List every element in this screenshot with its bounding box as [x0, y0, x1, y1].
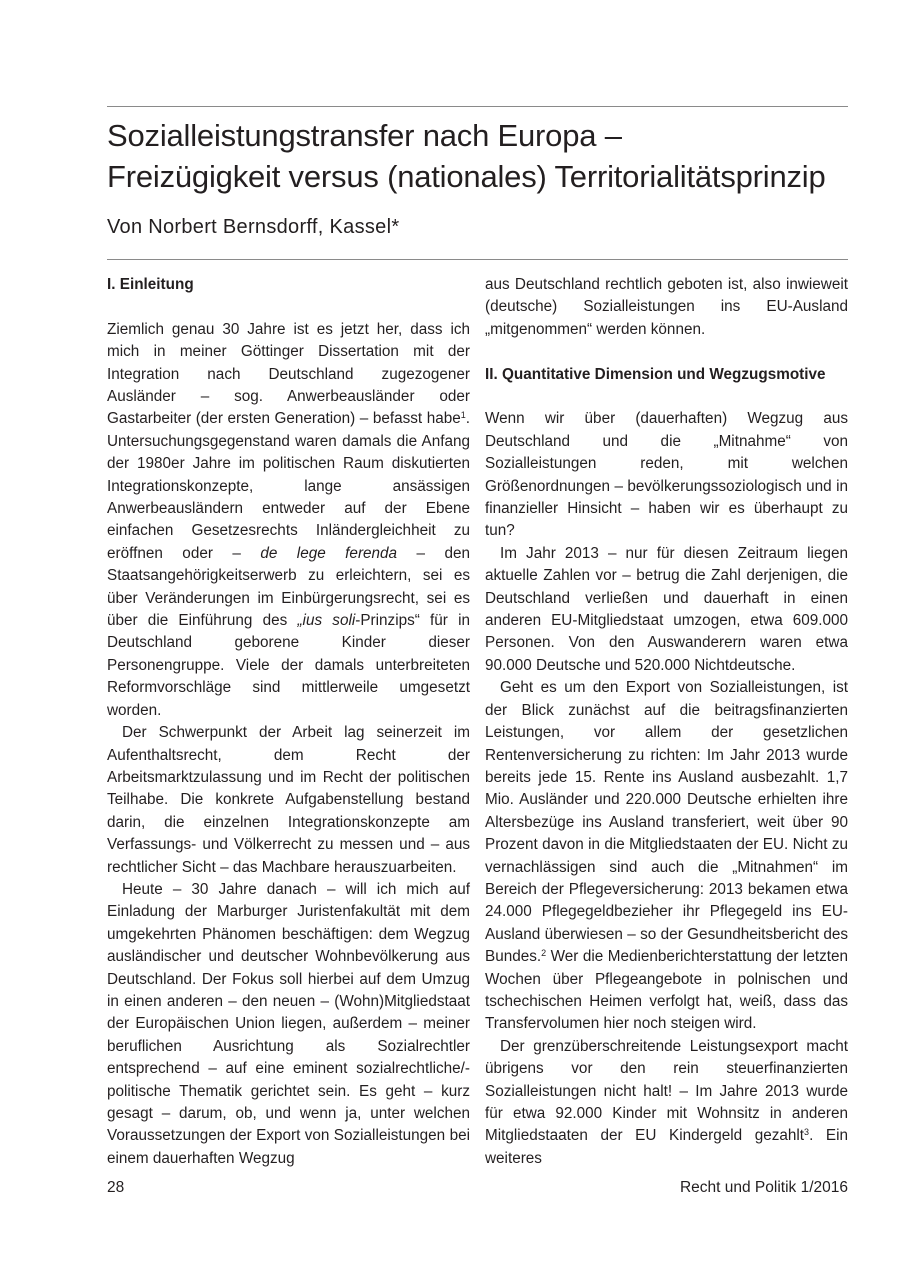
journal-reference: Recht und Politik 1/2016 [679, 1179, 848, 1196]
section-heading-quantitative: II. Quantitative Dimension und Wegzugsmotive [485, 365, 826, 383]
paragraph-4: aus Deutschland rechtlich geboten ist, also inwieweit (deutsche) Sozialleistungen ins EU-Ausland „mitgenommen“ werden können. [485, 276, 848, 338]
footnote-ref-2[interactable]: 2 [541, 948, 547, 959]
paragraph-1: Ziemlich genau 30 Jahre ist es jetzt her, dass ich mich in meiner Göttinger Dissertation mit der Integration nach Deutschland zugezogener Ausländer – sog. Anwerbeausländer oder Gastarbeiter (der ersten Generation) – befasst habe$^1$. Untersuchungsgegenstand waren damals die Anfang der 1980er Jahre im politischen Raum diskutierten Integrationskonzepte, lange ansässigen Anwerbeausländern entweder auf der Ebene einfachen Gesetzesrechts Inländergleichheit zu eröffnen oder – de lege ferenda – den Staatsangehörigkeitserwerb zu erleichtern, sei es über Veränderungen im Einbürgerungsrecht, sei es über die Einführung des „ius soli-Prinzips“ für in Deutschland geborene Kinder dieser Personengruppe. Viele der damals unterbreiteten Reformvorschläge sind mittlerweile umgesetzt worden. [107, 320, 470, 719]
paragraph-8: Der grenzüberschreitende Leistungsexport macht übrigens vor den rein steuerfinanzierten Sozialleistungen nicht halt! – Im Jahre 2013 wurde für etwa 92.000 Kinder mit Wohnsitz in anderen Mitgliedstaaten der EU Kindergeld gezahlt$^3$. Ein weiteres [485, 1037, 849, 1167]
footnote-ref-1[interactable]: 1 [460, 410, 466, 421]
paragraph-7: Geht es um den Export von Sozialleistungen, ist der Blick zunächst auf die beitragsfinanzierten Leistungen, vor allem der gesetzlichen Rentenversicherung zu richten: Im Jahr 2013 wurde bereits jede 15. Rente ins Ausland ausbezahlt. 1,7 Mio. Ausländer und 220.000 Deutsche erhielten ihre Altersbezüge ins Ausland transferiert, weit über 90 Prozent davon in die Mitgliedstaaten der EU. Nicht zu vernachlässigen sind auch die „Mitnahmen“ im Bereich der Pflegeversicherung: 2013 bekamen etwa 24.000 Pflegegeldbezieher ihr Pflegegeld ins EU-Ausland überwiesen – so der Gesundheitsbericht des Bundes.$^2$ Wer die Medienberichterstattung der letzten Wochen über Pflegeangebote in polnischen und tschechischen Heimen verfolgt hat, weiß, dass das Transfervolumen hier noch steigen wird. [485, 679, 848, 1033]
paragraph-3: Heute – 30 Jahre danach – will ich mich auf Einladung der Marburger Juristenfakultät mit dem umgekehrten Phänomen beschäftigen: dem Wegzug ausländischer und deutscher Wohnbevölkerung aus Deutschland. Der Fokus soll hierbei auf dem Umzug in einen anderen – den neuen – (Wohn)Mitgliedstaat der Europäischen Union liegen, außerdem – meiner beruflichen Ausrichtung als Sozialrechtler entsprechend – auf eine eminent sozialrechtliche/-politische Thematik gerichtet sein. Es geht – kurz gesagt – darum, ob, und wenn ja, unter welchen Voraussetzungen der Export von Sozialleistungen bei einem dauerhaften Wegzug [107, 880, 470, 1167]
page-number: 28 [107, 1179, 125, 1196]
paragraph-6: Im Jahr 2013 – nur für diesen Zeitraum liegen aktuelle Zahlen vor – betrug die Zahl derjenigen, die Deutschland verließen und dauerhaft in einen anderen EU-Mitgliedstaat umzogen, etwa 609.000 Personen. Von den Auswanderern waren etwa 90.000 Deutsche und 520.000 Nichtdeutsche. [485, 544, 848, 674]
article-title [107, 115, 867, 197]
header-rule [107, 259, 848, 260]
byline: Von Norbert Bernsdorff, Kassel* [107, 216, 400, 238]
section-heading-einleitung: I. Einleitung [107, 276, 194, 293]
title-line-1: Sozialleistungstransfer nach Europa – [107, 118, 622, 153]
paragraph-5: Wenn wir über (dauerhaften) Wegzug aus Deutschland und die „Mitnahme“ von Sozialleistungen reden, mit welchen Größenordnungen – bevölkerungssoziologisch und in finanzieller Hinsicht – haben wir es überhaupt zu tun? [485, 410, 848, 540]
footnote-ref-3[interactable]: 3 [804, 1127, 810, 1138]
title-line-2: Freizügigkeit versus (nationales) Territorialitätsprinzip [107, 159, 826, 194]
top-rule [107, 106, 848, 107]
right-column [485, 274, 848, 1170]
left-column [107, 274, 470, 1170]
paragraph-2: Der Schwerpunkt der Arbeit lag seinerzeit im Aufenthaltsrecht, dem Recht der Arbeitsmarktzulassung und im Recht der politischen Teilhabe. Die konkrete Aufgabenstellung bestand darin, die einzelnen Integrationskonzepte am Verfassungs- und Völkerrecht zu messen und – aus rechtlicher Sicht – das Machbare herauszuarbeiten. [107, 724, 470, 876]
